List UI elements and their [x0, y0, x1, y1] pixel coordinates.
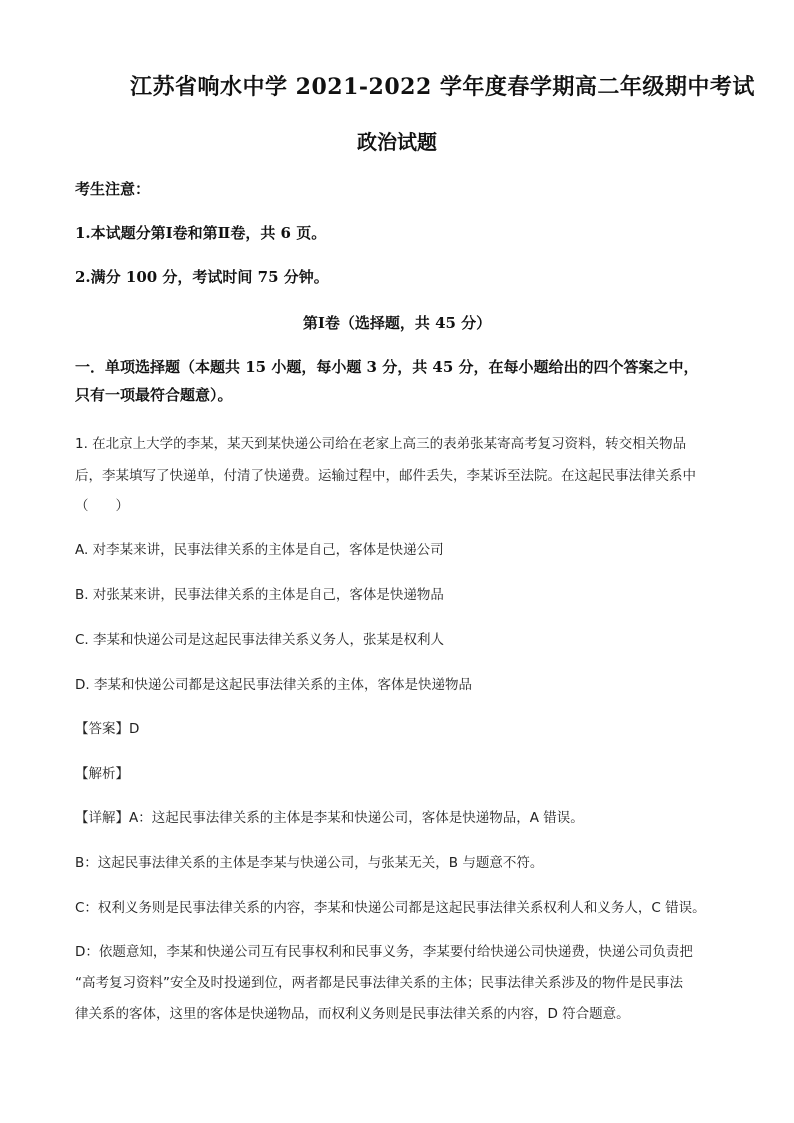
exam-subtitle: 政治试题: [357, 130, 437, 154]
analysis-line: B：这起民事法律关系的主体是李某与快递公司，与张某无关，B 与题意不符。: [75, 855, 544, 871]
analysis-line: 律关系的客体，这里的客体是快递物品，而权利义务则是民事法律关系的内容，D 符合题意。: [75, 1006, 630, 1022]
notice-item: 1.本试题分第Ⅰ卷和第Ⅱ卷，共 6 页。: [75, 224, 327, 242]
analysis-line: C：权利义务则是民事法律关系的内容，李某和快递公司都是这起民事法律关系权利人和义务人，C 错误。: [75, 900, 706, 916]
analysis-line: 【详解】A：这起民事法律关系的主体是李某和快递公司，客体是快递物品，A 错误。: [75, 810, 584, 826]
section-title: 第Ⅰ卷（选择题，共 45 分）: [302, 314, 492, 332]
notice-item: 2.满分 100 分，考试时间 75 分钟。: [75, 268, 329, 286]
option-a: A. 对李某来讲，民事法律关系的主体是自己，客体是快递公司: [75, 542, 444, 558]
option-d: D. 李某和快递公司都是这起民事法律关系的主体，客体是快递物品: [75, 677, 472, 693]
section-instruction: 一．单项选择题（本题共 15 小题，每小题 3 分，共 45 分，在每小题给出的四个答案之中，: [75, 358, 699, 376]
option-b: B. 对张某来讲，民事法律关系的主体是自己，客体是快递物品: [75, 587, 444, 603]
exam-title: 江苏省响水中学 2021-2022 学年度春学期高二年级期中考试: [130, 74, 755, 100]
analysis-label: 【解析】: [75, 766, 129, 782]
section-instruction: 只有一项最符合题意）。: [75, 386, 233, 404]
question-stem: 后，李某填写了快递单，付清了快递费。运输过程中，邮件丢失，李某诉至法院。在这起民事法律关系中: [75, 468, 696, 484]
option-c: C. 李某和快递公司是这起民事法律关系义务人，张某是权利人: [75, 632, 445, 648]
answer-label: 【答案】D: [75, 721, 140, 737]
analysis-line: “高考复习资料”安全及时投递到位，两者都是民事法律关系的主体；民事法律关系涉及的物件是民事法: [75, 975, 683, 991]
question-stem: （ ）: [75, 498, 129, 514]
question-stem: 1. 在北京上大学的李某，某天到某快递公司给在老家上高三的表弟张某寄高考复习资料，转交相关物品: [75, 436, 687, 452]
analysis-line: D：依题意知，李某和快递公司互有民事权利和民事义务，李某要付给快递公司快递费，快递公司负责把: [75, 944, 693, 960]
notice-heading: 考生注意：: [75, 180, 151, 198]
